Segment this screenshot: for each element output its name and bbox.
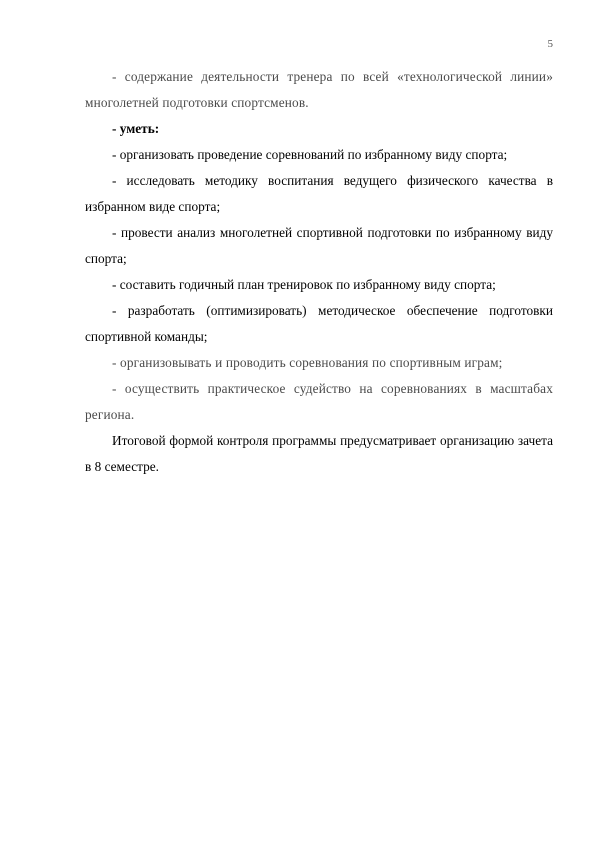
paragraph-skills-heading: - уметь: — [112, 121, 160, 136]
paragraph-trainer-activity: - содержание деятельности тренера по всей «технологической линии» многолетней подготовки спортсменов. — [85, 69, 553, 110]
paragraph-develop-support: - разработать (оптимизировать) методическое обеспечение подготовки спортивной команды; — [85, 303, 553, 344]
paragraph-refereeing: - осуществить практическое судейство на соревнованиях в масштабах региона. — [85, 381, 553, 422]
paragraph-organize-competitions: - организовать проведение соревнований по избранному виду спорта; — [112, 147, 508, 162]
paragraph-analyze-training: - провести анализ многолетней спортивной подготовки по избранному виду спорта; — [85, 225, 553, 266]
paragraph-final-control: Итоговой формой контроля программы предусматривает организацию зачета в 8 семестре. — [85, 433, 553, 474]
page-number: 5 — [547, 38, 553, 50]
paragraph-research-methodology: - исследовать методику воспитания ведущего физического качества в избранном виде спорта; — [85, 173, 553, 214]
paragraph-annual-plan: - составить годичный план тренировок по избранному виду спорта; — [112, 277, 496, 292]
paragraph-sports-games: - организовывать и проводить соревнования по спортивным играм; — [112, 355, 503, 370]
document-body — [85, 64, 553, 480]
